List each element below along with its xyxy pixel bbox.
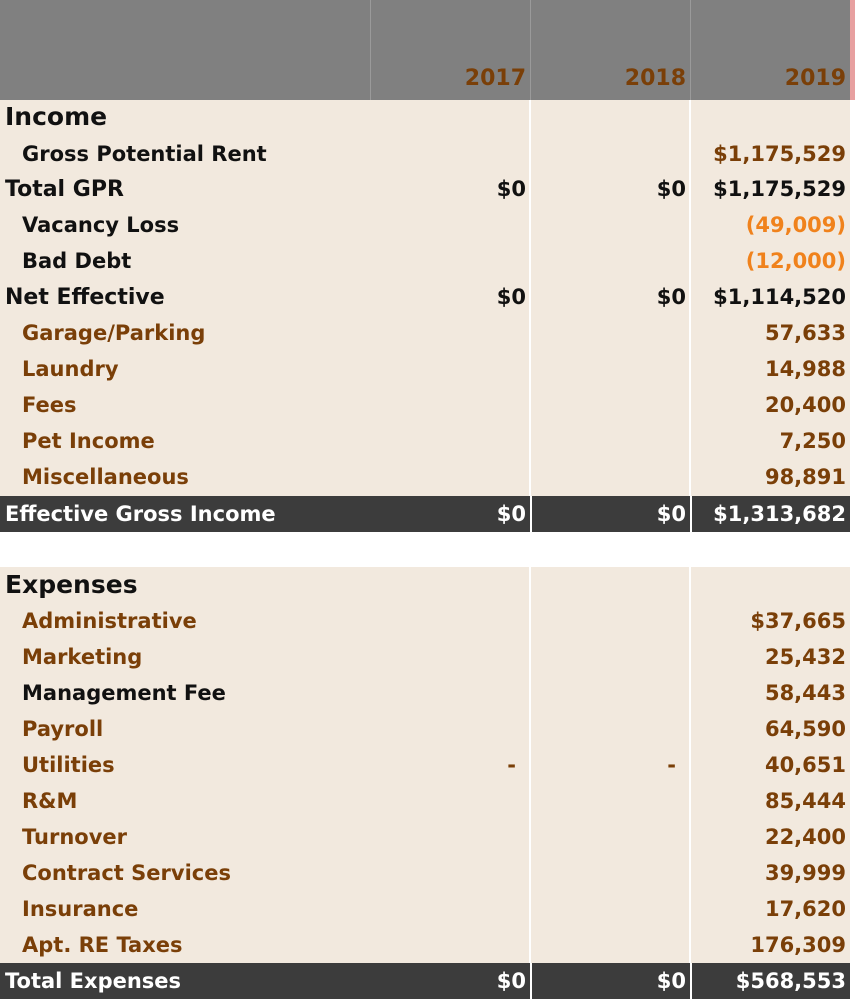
label-vacancy-loss: Vacancy Loss <box>22 213 180 237</box>
value-apt-re-taxes-2019: 176,309 <box>750 933 846 957</box>
value-turnover-2019: 22,400 <box>764 825 846 849</box>
value-administrative-2019: $37,665 <box>750 609 846 633</box>
income-title: Income <box>5 101 108 131</box>
row-pet-income <box>0 423 850 459</box>
label-administrative: Administrative <box>22 609 197 633</box>
value-insurance-2019: 17,620 <box>764 897 846 921</box>
row-garage-parking <box>0 315 850 351</box>
expenses-title-row <box>0 567 850 601</box>
value-total-expenses-2018: $0 <box>530 963 690 999</box>
row-total-expenses <box>0 963 850 999</box>
label-gross-potential-rent: Gross Potential Rent <box>22 142 267 166</box>
row-payroll <box>0 711 850 747</box>
year-2018-header: 2018 <box>624 65 686 91</box>
row-laundry <box>0 351 850 387</box>
value-contract-services-2019: 39,999 <box>764 861 846 885</box>
value-pet-income-2019: 7,250 <box>779 429 846 453</box>
row-rm <box>0 783 850 819</box>
value-total-gpr-2018: $0 <box>656 177 686 201</box>
value-egi-2019: $1,313,682 <box>690 496 850 532</box>
row-bad-debt <box>0 243 850 279</box>
value-vacancy-loss-2019: (49,009) <box>745 213 846 237</box>
value-egi-2017: $0 <box>496 502 526 526</box>
value-utilities-2018: - <box>667 753 676 777</box>
row-marketing <box>0 639 850 675</box>
label-total-gpr: Total GPR <box>5 176 124 202</box>
value-payroll-2019: 64,590 <box>764 717 846 741</box>
row-utilities <box>0 747 850 783</box>
year-header-row <box>0 58 850 98</box>
label-payroll: Payroll <box>22 717 104 741</box>
value-fees-2019: 20,400 <box>764 393 846 417</box>
value-management-fee-2019: 58,443 <box>764 681 846 705</box>
row-management-fee <box>0 675 850 711</box>
label-rm: R&M <box>22 789 78 813</box>
value-total-expenses-2019: $568,553 <box>690 963 850 999</box>
row-total-gpr <box>0 171 850 207</box>
label-garage-parking: Garage/Parking <box>22 321 206 345</box>
header-accent-strip <box>850 0 855 100</box>
row-effective-gross-income <box>0 496 850 532</box>
value-miscellaneous-2019: 98,891 <box>764 465 846 489</box>
value-laundry-2019: 14,988 <box>764 357 846 381</box>
expenses-title: Expenses <box>5 569 138 599</box>
label-total-expenses: Total Expenses <box>5 969 182 993</box>
value-marketing-2019: 25,432 <box>764 645 846 669</box>
value-bad-debt-2019: (12,000) <box>745 249 846 273</box>
value-rm-2019: 85,444 <box>764 789 846 813</box>
row-fees <box>0 387 850 423</box>
label-bad-debt: Bad Debt <box>22 249 132 273</box>
label-turnover: Turnover <box>22 825 127 849</box>
label-management-fee: Management Fee <box>22 681 226 705</box>
value-net-effective-2018: $0 <box>656 285 686 309</box>
label-laundry: Laundry <box>22 357 119 381</box>
label-contract-services: Contract Services <box>22 861 231 885</box>
row-turnover <box>0 819 850 855</box>
label-pet-income: Pet Income <box>22 429 155 453</box>
label-marketing: Marketing <box>22 645 143 669</box>
row-net-effective <box>0 279 850 315</box>
year-2017-header: 2017 <box>464 65 526 91</box>
row-vacancy-loss <box>0 207 850 243</box>
value-gpr-2019: $1,175,529 <box>713 142 846 166</box>
value-total-expenses-2017: $0 <box>496 969 526 993</box>
value-net-effective-2019: $1,114,520 <box>713 285 846 309</box>
label-net-effective: Net Effective <box>5 284 165 310</box>
row-contract-services <box>0 855 850 891</box>
year-2019-header: 2019 <box>784 65 846 91</box>
value-egi-2018: $0 <box>530 496 690 532</box>
row-miscellaneous <box>0 459 850 495</box>
label-utilities: Utilities <box>22 753 115 777</box>
value-total-gpr-2019: $1,175,529 <box>713 177 846 201</box>
label-miscellaneous: Miscellaneous <box>22 465 189 489</box>
value-net-effective-2017: $0 <box>496 285 526 309</box>
value-utilities-2017: - <box>507 753 516 777</box>
value-utilities-2019: 40,651 <box>764 753 846 777</box>
label-insurance: Insurance <box>22 897 139 921</box>
row-apt-re-taxes <box>0 927 850 963</box>
label-fees: Fees <box>22 393 77 417</box>
row-gross-potential-rent <box>0 136 850 172</box>
label-apt-re-taxes: Apt. RE Taxes <box>22 933 183 957</box>
value-garage-parking-2019: 57,633 <box>764 321 846 345</box>
value-total-gpr-2017: $0 <box>496 177 526 201</box>
row-administrative <box>0 603 850 639</box>
row-insurance <box>0 891 850 927</box>
income-title-row <box>0 100 850 132</box>
label-effective-gross-income: Effective Gross Income <box>5 502 276 526</box>
